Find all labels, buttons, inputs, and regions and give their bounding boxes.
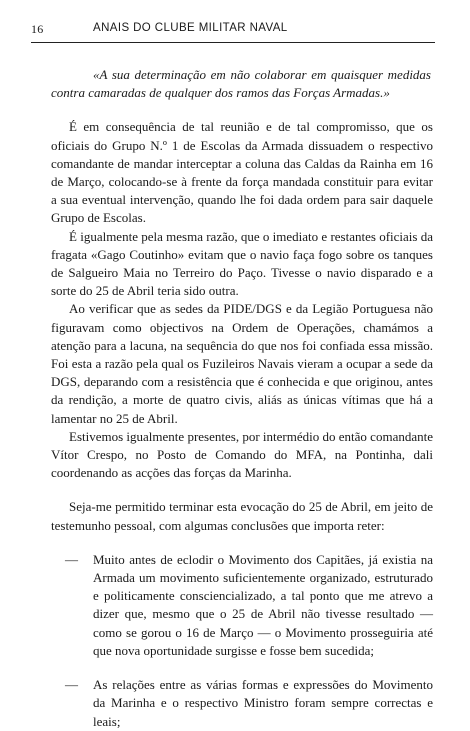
dash-marker: — [65, 551, 78, 567]
paragraph-2: É igualmente pela mesma razão, que o imediato e restantes oficiais da fragata «Gago Coutinho» evitam que o navio faça fogo sobre os tanques de Salgueiro Maia no Terreiro do Paço. Tivesse o navio disparado e a sorte do 25 de Abril teria sido outra. [51, 228, 433, 299]
header-rule [31, 42, 435, 43]
list-item-text: Muito antes de eclodir o Movimento dos Capitães, já existia na Armada um movimento suficientemente organizado, estruturado e politicamente consciencializado, a tal ponto que me atrevo a dizer que, mesmo que o 25 de Abril não tivesse resultado — como se gorou o 16 de Março — o Movimento prosseguiria até que nova oportunidade surgisse e fosse bem sucedida; [93, 551, 433, 658]
list-item-text: As relações entre as várias formas e expressões do Movimento da Marinha e o respectivo Ministro foram sempre correctas e leais; [93, 677, 433, 729]
dash-marker: — [65, 677, 78, 693]
list-item [51, 551, 433, 660]
paragraph-1: É em consequência de tal reunião e de tal compromisso, que os oficiais do Grupo N.º 1 de Escolas da Armada dissuadem o respectivo comandante de mandar interceptar a coluna das Caldas da Rainha em 16 de Março, colocando-se à frente da força mandada constituir para evitar a sua eventual intervenção, quando lhe foi dada ordem para sair daquele Grupo de Escolas. [51, 119, 433, 226]
list-gap [51, 535, 433, 551]
block-quote: «A sua determinação em não colaborar em quaisquer medidas contra camaradas de qualquer dos ramos das Forças Armadas.» [51, 67, 431, 101]
paragraph-4: Estivemos igualmente presentes, por intermédio do então comandante Vítor Crespo, no Posto de Comando do MFA, na Pontinha, dali coordenando as acções das forças da Marinha. [51, 428, 433, 481]
section-gap [51, 482, 433, 498]
body-text [51, 66, 433, 731]
closing-paragraph: Seja-me permitido terminar esta evocação do 25 de Abril, em jeito de testemunho pessoal, com algumas conclusões que importa reter: [51, 499, 433, 533]
paragraph-3: Ao verificar que as sedes da PIDE/DGS e da Legião Portuguesa não figuravam como objectivos na Ordem de Operações, chamámos a atenção para a lacuna, na sequência do que nos foi confiada essa missão. Foi esta a razão pela qual os Fuzileiros Navais vieram a ocupar a sede da DGS, deparando com a resistência que é conhecida e que originou, antes da rendição, a morte de quatro civis, aliás as únicas vítimas que há a lamentar no 25 de Abril. [51, 301, 433, 426]
page-number: 16 [31, 22, 44, 36]
running-title: ANAIS DO CLUBE MILITAR NAVAL [93, 22, 288, 34]
conclusions-list [51, 551, 433, 731]
page-header [31, 22, 435, 40]
list-item [51, 676, 433, 731]
